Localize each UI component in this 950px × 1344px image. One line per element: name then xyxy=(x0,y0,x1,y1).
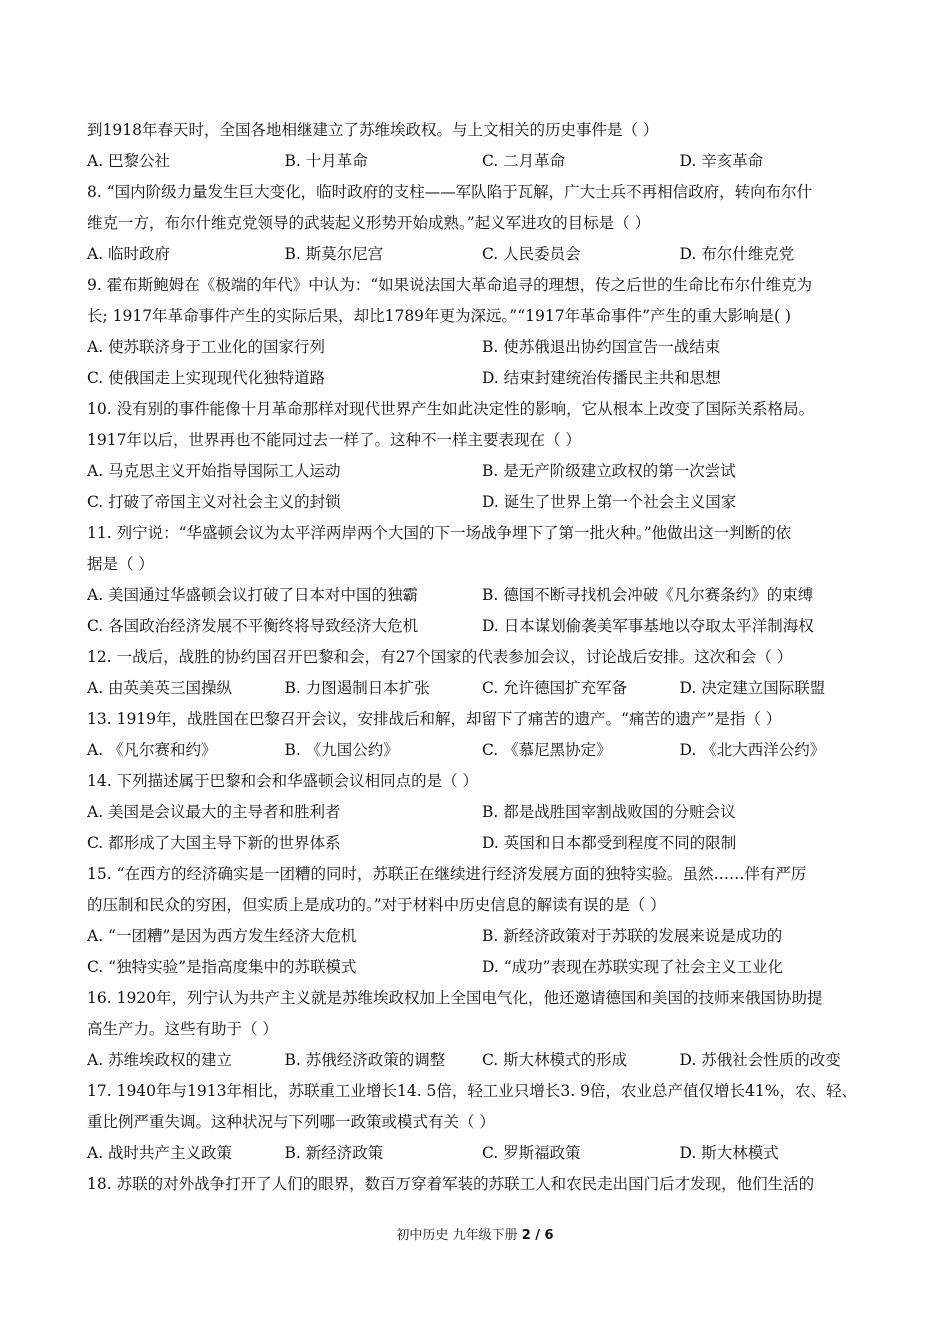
question-8-stem-line-2: 维克一方，布尔什维克党领导的武装起义形势开始成熟。”起义军进攻的目标是（ ） xyxy=(87,214,651,232)
question-17-options xyxy=(87,1138,877,1169)
option-d: D. 诞生了世界上第一个社会主义国家 xyxy=(482,493,737,511)
option-c: C. 打破了帝国主义对社会主义的封锁 xyxy=(87,493,341,511)
question-15-options-row-2 xyxy=(87,952,877,983)
question-16-stem-line-2: 高生产力。这些有助于（ ） xyxy=(87,1020,278,1038)
question-15-stem-line-2: 的压制和民众的穷困，但实质上是成功的。”对于材料中历史信息的解读有误的是（ ） xyxy=(87,896,666,914)
option-b: B. 力图遏制日本扩张 xyxy=(284,679,430,697)
option-b: B. 苏俄经济政策的调整 xyxy=(284,1051,446,1069)
question-9-options-row-1 xyxy=(87,332,877,363)
option-d: D. 布尔什维克党 xyxy=(679,245,795,263)
page-footer xyxy=(0,1226,950,1246)
question-11-stem-line-2: 据是（ ） xyxy=(87,555,154,573)
question-10-stem-line-1: 10. 没有别的事件能像十月革命那样对现代世界产生如此决定性的影响，它从根本上改变了国际关系格局。 xyxy=(87,400,815,418)
option-b: B. 德国不断寻找机会冲破《凡尔赛条约》的束缚 xyxy=(482,586,814,604)
question-14-options-row-2 xyxy=(87,828,877,859)
question-11-options-row-1 xyxy=(87,580,877,611)
question-12-stem: 12. 一战后，战胜的协约国召开巴黎和会，有27个国家的代表参加会议，讨论战后安排。这次和会（ ） xyxy=(87,648,793,666)
option-d: D. 《北大西洋公约》 xyxy=(679,741,826,759)
question-10-stem-line-2: 1917年以后，世界再也不能同过去一样了。这种不一样主要表现在（ ） xyxy=(87,431,581,449)
question-15-stem-line-1: 15. “在西方的经济确实是一团糟的同时，苏联正在继续进行经济发展方面的独特实验。虽然……伴有严厉 xyxy=(87,865,807,883)
exam-page xyxy=(87,115,877,1200)
option-d: D. 苏俄社会性质的改变 xyxy=(679,1051,841,1069)
option-a: A. 马克思主义开始指导国际工人运动 xyxy=(87,462,341,480)
option-a: A. 临时政府 xyxy=(87,245,171,263)
question-9-stem-line-2: 长; 1917年革命事件产生的实际后果，却比1789年更为深远。”“1917年革命事件”产生的重大影响是( ) xyxy=(87,307,792,325)
option-a: A. 苏维埃政权的建立 xyxy=(87,1051,233,1069)
option-d: D. 辛亥革命 xyxy=(679,152,764,170)
question-17-stem-line-1: 17. 1940年与1913年相比，苏联重工业增长14. 5倍，轻工业只增长3. 9倍，农业总产值仅增长41%，农、轻、 xyxy=(87,1082,857,1100)
question-8-options xyxy=(87,239,877,270)
option-b: B. 使苏俄退出协约国宣告一战结束 xyxy=(482,338,721,356)
question-17-stem-line-2: 重比例严重失调。这种状况与下列哪一政策或模式有关（ ） xyxy=(87,1113,495,1131)
question-15-options-row-1 xyxy=(87,921,877,952)
option-c: C. 罗斯福政策 xyxy=(482,1144,581,1162)
option-c: C. 《慕尼黑协定》 xyxy=(482,741,612,759)
option-b: B. 《九国公约》 xyxy=(284,741,399,759)
question-14-options-row-1 xyxy=(87,797,877,828)
option-c: C. 都形成了大国主导下新的世界体系 xyxy=(87,834,341,852)
option-c: C. 斯大林模式的形成 xyxy=(482,1051,628,1069)
option-a: A. 战时共产主义政策 xyxy=(87,1144,233,1162)
question-9-stem-line-1: 9. 霍布斯鲍姆在《极端的年代》中认为：“如果说法国大革命追寻的理想，传之后世的生命比布尔什维克为 xyxy=(87,276,813,294)
question-9-options-row-2 xyxy=(87,363,877,394)
option-a: A. 美国通过华盛顿会议打破了日本对中国的独霸 xyxy=(87,586,419,604)
option-b: B. 新经济政策对于苏联的发展来说是成功的 xyxy=(482,927,783,945)
option-d: D. “成功”表现在苏联实现了社会主义工业化 xyxy=(482,958,784,976)
option-a: A. 巴黎公社 xyxy=(87,152,171,170)
option-b: B. 斯莫尔尼宫 xyxy=(284,245,384,263)
option-c: C. 使俄国走上实现现代化独特道路 xyxy=(87,369,326,387)
option-a: A. 由英美英三国操纵 xyxy=(87,679,233,697)
question-7-options xyxy=(87,146,877,177)
question-7-stem: 到1918年春天时，全国各地相继建立了苏维埃政权。与上文相关的历史事件是（ ） xyxy=(87,121,659,139)
option-b: B. 都是战胜国宰割战败国的分赃会议 xyxy=(482,803,736,821)
option-a: A. 使苏联济身于工业化的国家行列 xyxy=(87,338,326,356)
question-8-stem-line-1: 8. “国内阶级力量发生巨大变化，临时政府的支柱——军队陷于瓦解，广大士兵不再相信政府，转向布尔什 xyxy=(87,183,813,201)
option-d: D. 英国和日本都受到程度不同的限制 xyxy=(482,834,737,852)
question-13-stem: 13. 1919年，战胜国在巴黎召开会议，安排战后和解，却留下了痛苦的遗产。“痛苦的遗产”是指（ ） xyxy=(87,710,782,728)
question-16-stem-line-1: 16. 1920年，列宁认为共产主义就是苏维埃政权加上全国电气化，他还邀请德国和美国的技师来俄国协助提 xyxy=(87,989,823,1007)
question-13-options xyxy=(87,735,877,766)
option-d: D. 斯大林模式 xyxy=(679,1144,779,1162)
question-11-stem-line-1: 11. 列宁说：“华盛顿会议为太平洋两岸两个大国的下一场战争埋下了第一批火种。”他做出这一判断的依 xyxy=(87,524,792,542)
question-16-options xyxy=(87,1045,877,1076)
option-c: C. 二月革命 xyxy=(482,152,566,170)
question-11-options-row-2 xyxy=(87,611,877,642)
page-number: 2 / 6 xyxy=(521,1228,554,1243)
option-a: A. 美国是会议最大的主导者和胜利者 xyxy=(87,803,341,821)
option-d: D. 决定建立国际联盟 xyxy=(679,679,826,697)
option-c: C. 各国政治经济发展不平衡终将导致经济大危机 xyxy=(87,617,419,635)
option-d: D. 结束封建统治传播民主共和思想 xyxy=(482,369,721,387)
question-14-stem: 14. 下列描述属于巴黎和会和华盛顿会议相同点的是（ ） xyxy=(87,772,479,790)
question-12-options xyxy=(87,673,877,704)
option-b: B. 新经济政策 xyxy=(284,1144,384,1162)
option-a: A. “一团糟”是因为西方发生经济大危机 xyxy=(87,927,357,945)
option-d: D. 日本谋划偷袭美军事基地以夺取太平洋制海权 xyxy=(482,617,814,635)
question-18-stem-line-1: 18. 苏联的对外战争打开了人们的眼界，数百万穿着军装的苏联工人和农民走出国门后才发现，他们生活的 xyxy=(87,1175,815,1193)
option-a: A. 《凡尔赛和约》 xyxy=(87,741,217,759)
option-c: C. “独特实验”是指高度集中的苏联模式 xyxy=(87,958,357,976)
footer-label: 初中历史 九年级下册 xyxy=(396,1228,518,1243)
question-10-options-row-2 xyxy=(87,487,877,518)
option-c: C. 允许德国扩充军备 xyxy=(482,679,628,697)
option-b: B. 十月革命 xyxy=(284,152,368,170)
question-10-options-row-1 xyxy=(87,456,877,487)
option-c: C. 人民委员会 xyxy=(482,245,581,263)
option-b: B. 是无产阶级建立政权的第一次尝试 xyxy=(482,462,736,480)
